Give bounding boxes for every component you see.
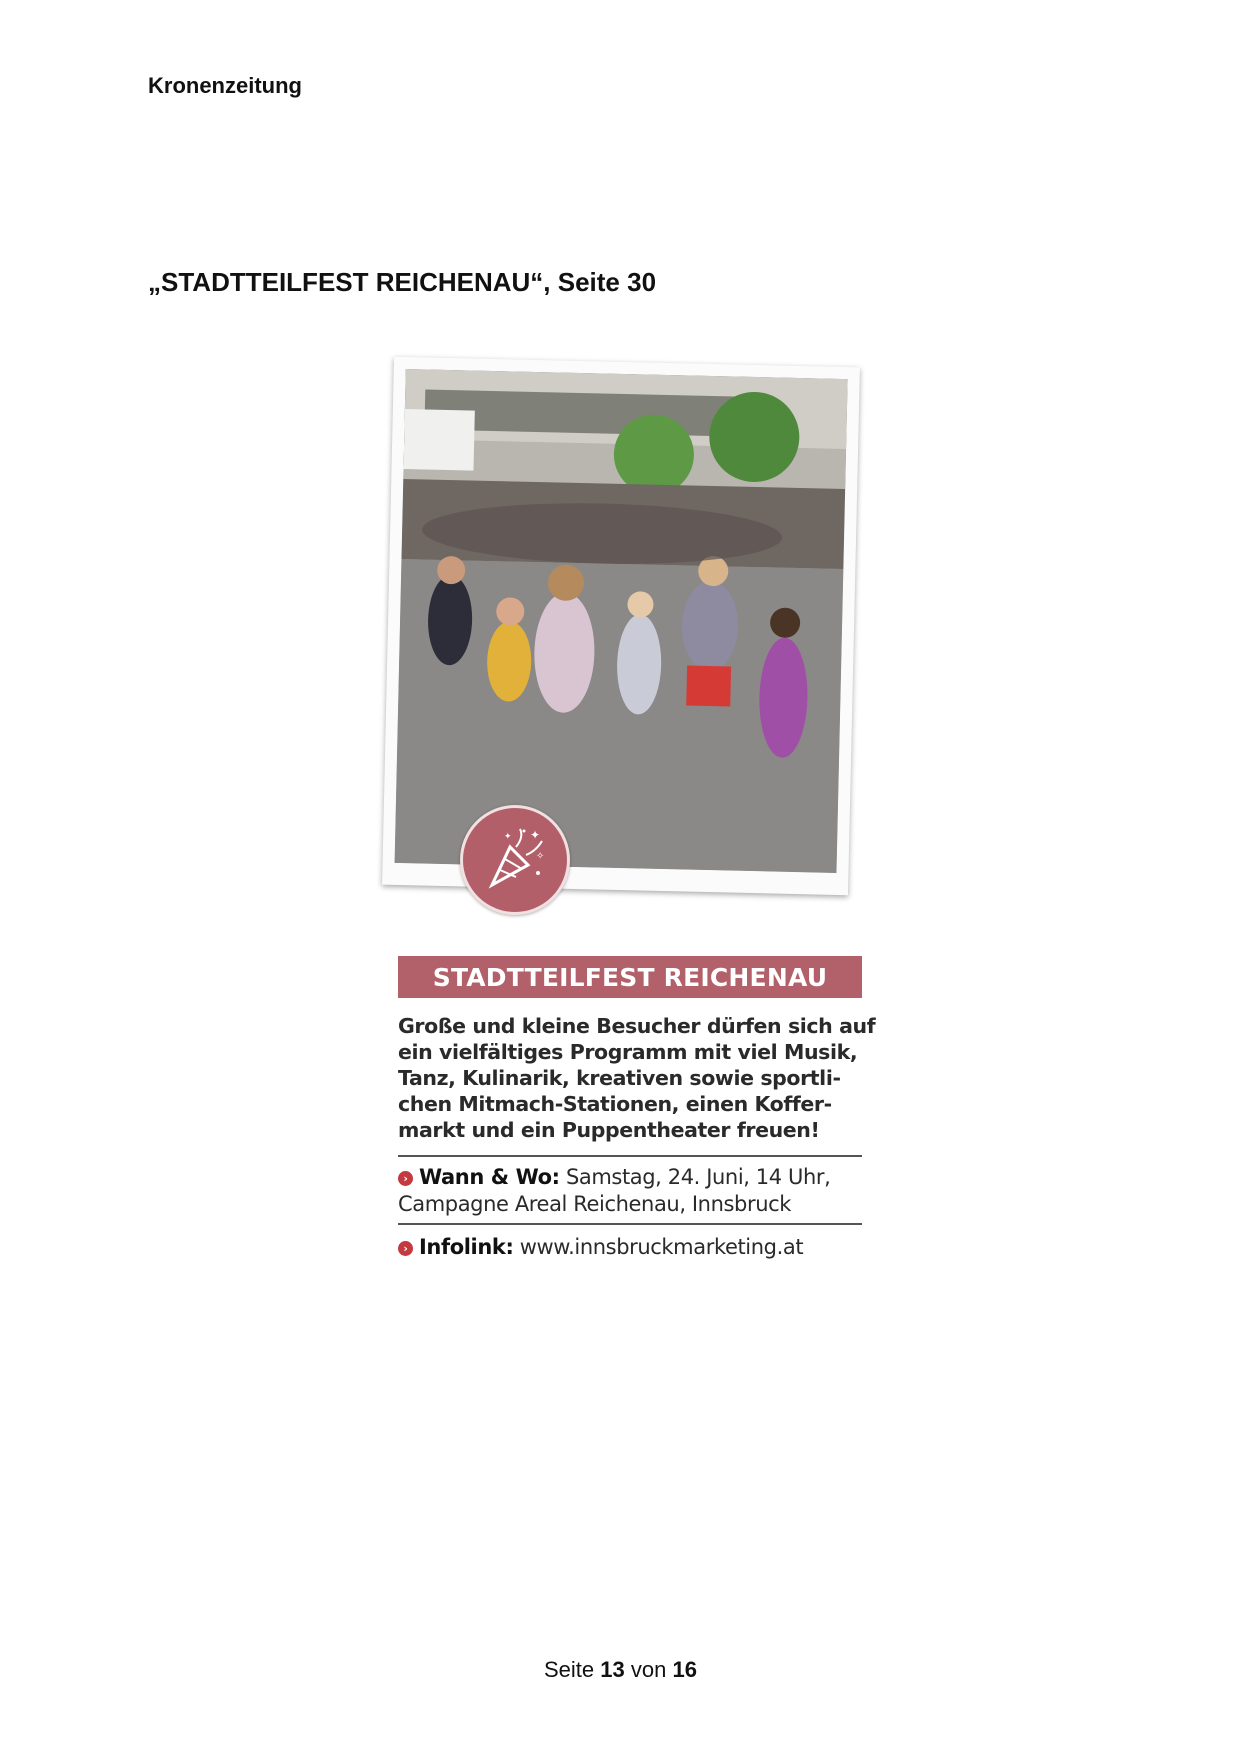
newspaper-clipping	[380, 350, 880, 1280]
arrow-right-circle-icon: ›	[398, 1241, 413, 1256]
page-current: 13	[600, 1657, 625, 1682]
article-body-line: chen Mitmach-Stationen, einen Koffer-	[398, 1092, 832, 1116]
svg-text:✦: ✦	[504, 832, 512, 842]
svg-text:✧: ✧	[536, 851, 545, 862]
infolink-label: Infolink:	[419, 1235, 514, 1259]
event-photo	[395, 369, 848, 873]
article-body-line: ein vielfältiges Programm mit viel Musik,	[398, 1040, 858, 1064]
page-total: 16	[672, 1657, 697, 1682]
article-body-line: Große und kleine Besucher dürfen sich auf	[398, 1014, 876, 1038]
divider	[398, 1223, 862, 1225]
arrow-right-circle-icon: ›	[398, 1171, 413, 1186]
party-popper-icon	[460, 805, 570, 915]
article-body	[398, 1013, 876, 1143]
page-middle: von	[630, 1657, 667, 1682]
publication-name: Kronenzeitung	[148, 73, 302, 98]
article-title: STADTTEILFEST REICHENAU	[398, 956, 862, 998]
page-number	[0, 1657, 1241, 1683]
when-where-date: Samstag, 24. Juni, 14 Uhr,	[565, 1165, 831, 1189]
divider	[398, 1155, 862, 1157]
when-where-location: Campagne Areal Reichenau, Innsbruck	[398, 1192, 792, 1216]
event-photo-illustration	[395, 369, 848, 873]
when-where-label: Wann & Wo:	[419, 1165, 560, 1189]
article-body-line: markt und ein Puppentheater freuen!	[398, 1118, 820, 1142]
when-where-block	[398, 1164, 868, 1218]
photo-frame	[382, 357, 860, 895]
article-reference-heading: „STADTTEILFEST REICHENAU“, Seite 30	[148, 267, 657, 297]
svg-text:✦: ✦	[530, 828, 541, 842]
page-prefix: Seite	[544, 1657, 595, 1682]
article-body-line: Tanz, Kulinarik, kreativen sowie sportli-	[398, 1066, 841, 1090]
infolink-url[interactable]: www.innsbruckmarketing.at	[519, 1235, 804, 1259]
infolink-block	[398, 1234, 868, 1261]
